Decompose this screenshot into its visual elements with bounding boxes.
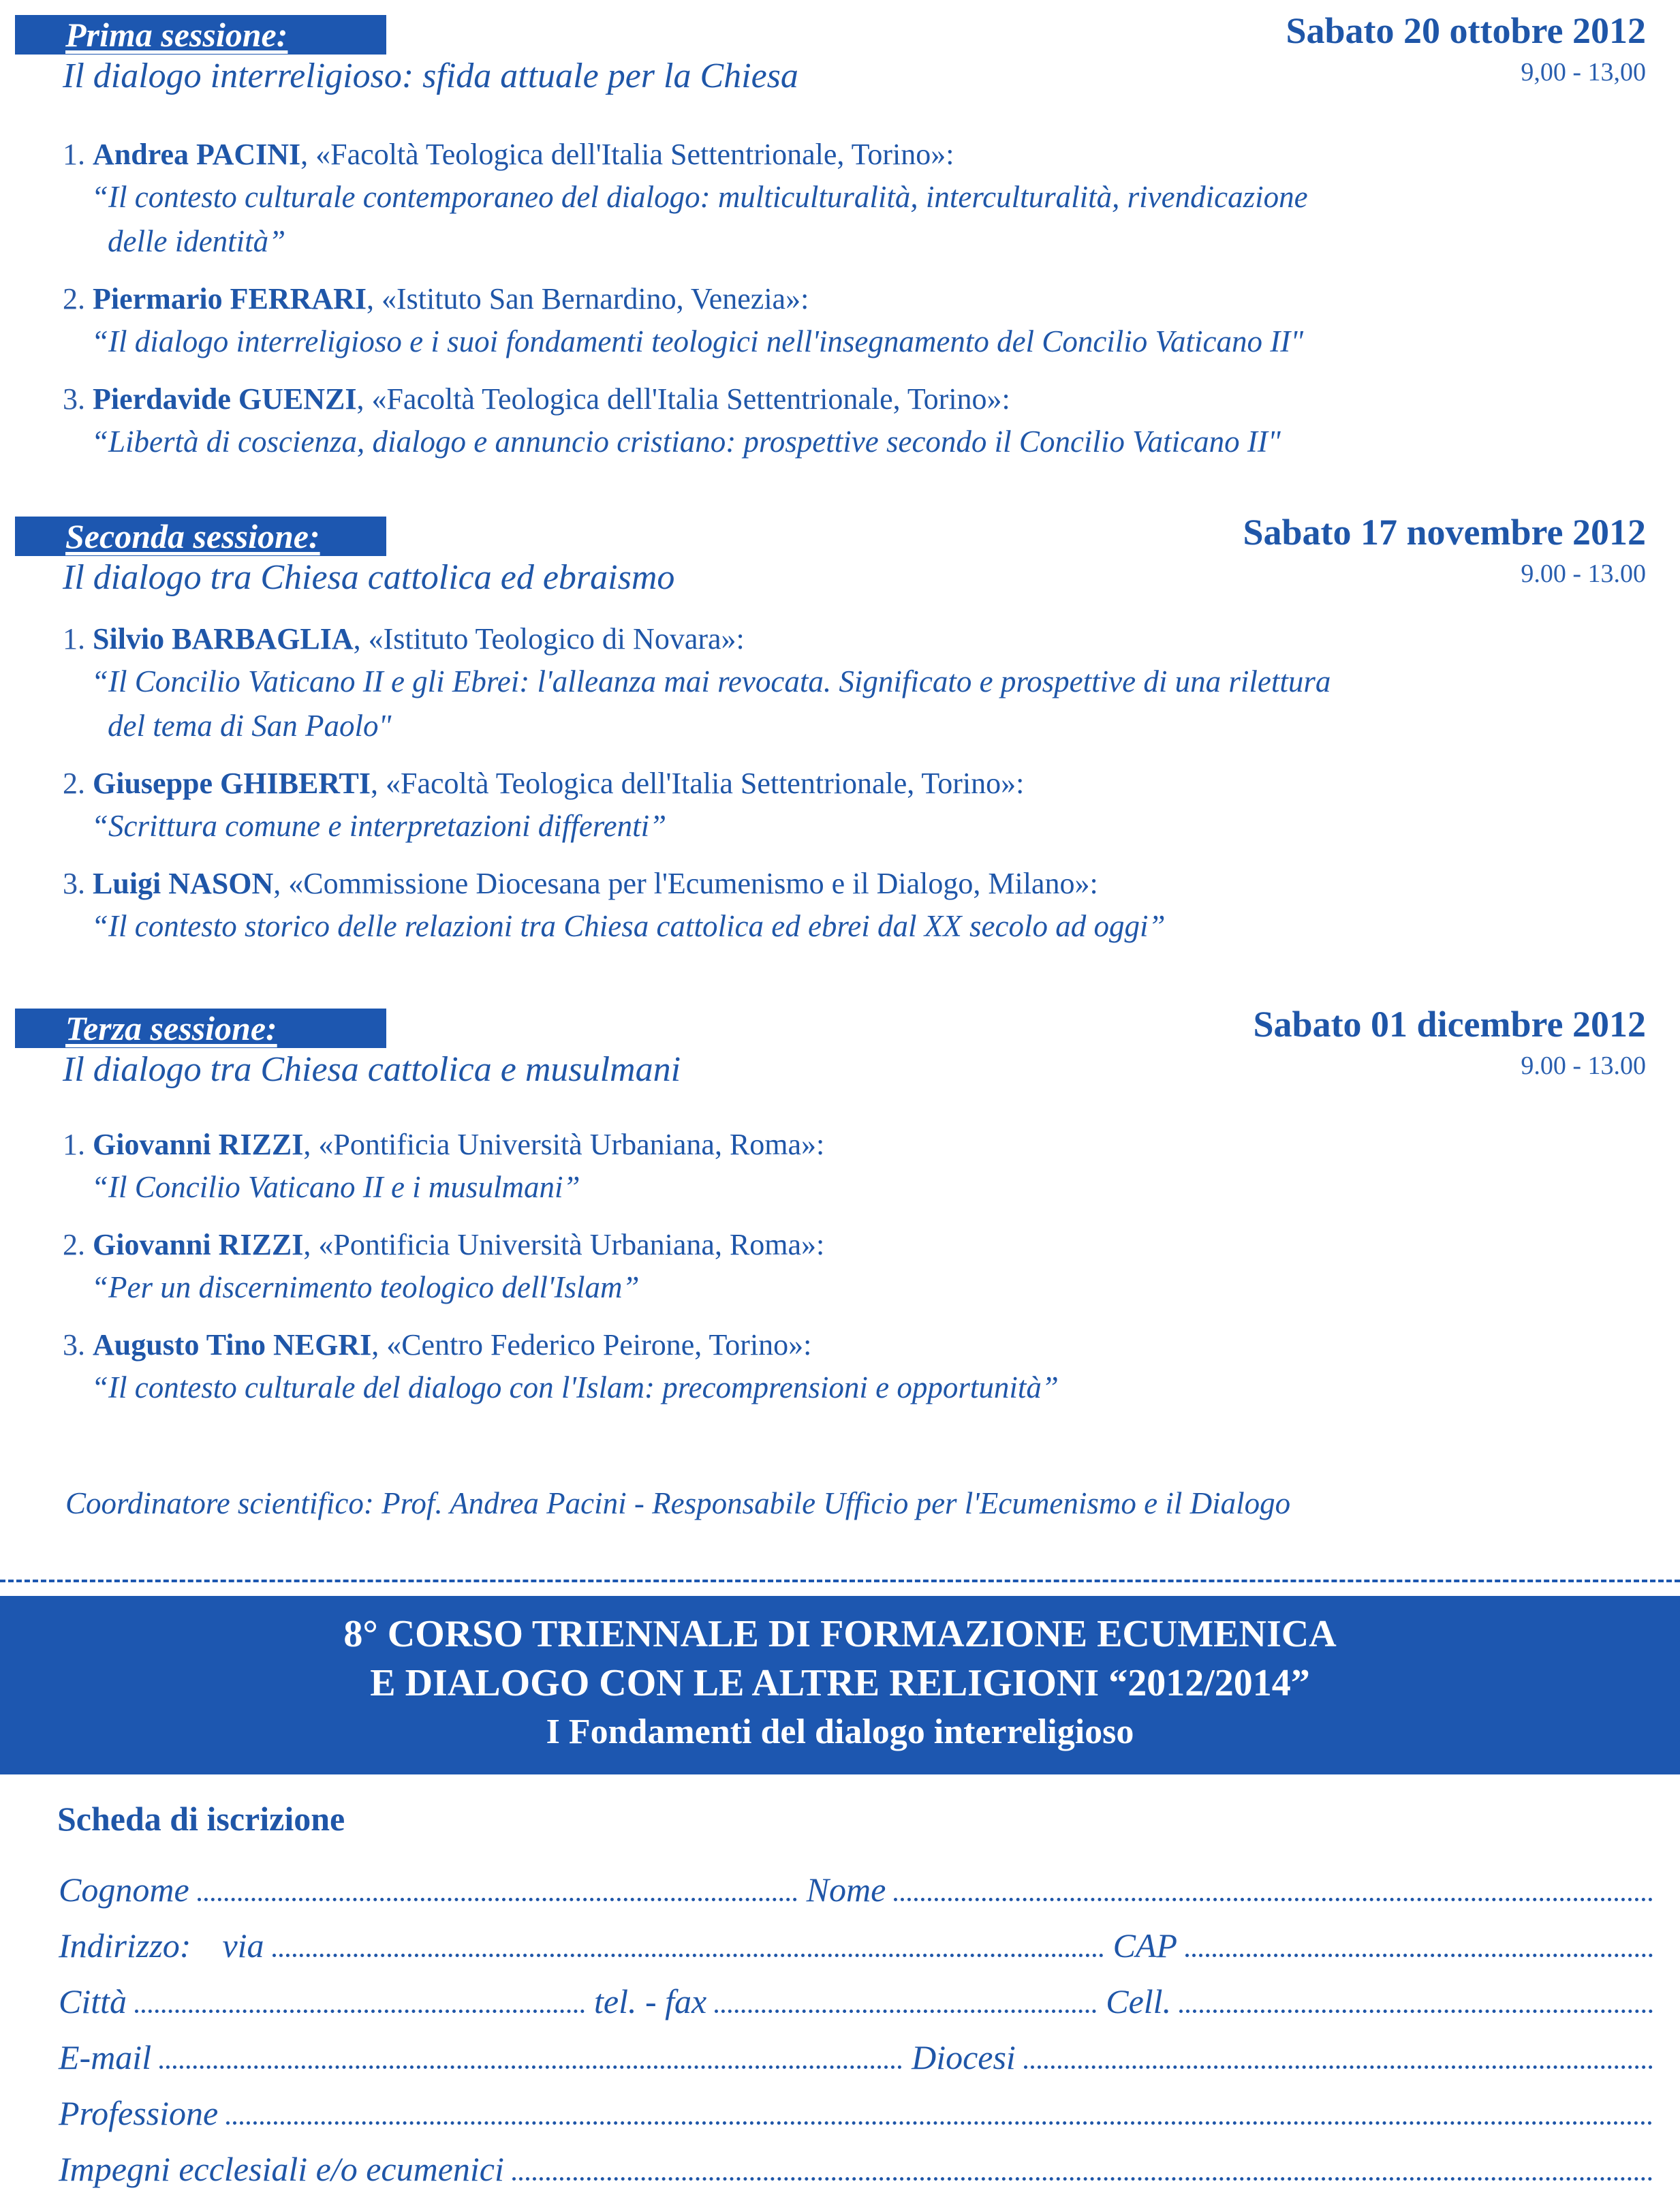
talk-number: 2. xyxy=(63,767,93,800)
banner-line-1: 8° CORSO TRIENNALE DI FORMAZIONE ECUMENICA xyxy=(343,1613,1337,1655)
speaker-line xyxy=(63,279,1680,320)
talk-title-continuation: del tema di San Paolo" xyxy=(108,709,392,743)
nome-label: Nome xyxy=(806,1871,886,1909)
professione-label: Professione xyxy=(59,2094,219,2132)
talk-number: 2. xyxy=(63,282,93,316)
talk-title-text: “Il Concilio Vaticano II e gli Ebrei: l'alleanza mai revocata. Significato e prospettive di una rilettura xyxy=(91,664,1331,698)
talk-title-text: “Il Concilio Vaticano II e i musulmani” xyxy=(91,1170,580,1204)
speaker-affiliation: , «Istituto Teologico di Novara»: xyxy=(353,622,745,656)
talk-title xyxy=(91,1165,1624,1210)
talk-item xyxy=(0,134,1680,264)
talk-title-continuation: delle identità” xyxy=(108,224,286,258)
talk-title-text: “Scrittura comune e interpretazioni differenti” xyxy=(91,809,667,843)
citta-label: Città xyxy=(59,1982,127,2020)
talk-title xyxy=(91,660,1624,748)
talk-list xyxy=(0,619,1680,964)
talk-title-text: “Il dialogo interreligioso e i suoi fondamenti teologici nell'insegnamento del Concilio Vaticano II" xyxy=(91,324,1304,358)
talk-title-text: “Il contesto storico delle relazioni tra Chiesa cattolica ed ebrei dal XX secolo ad oggi” xyxy=(91,909,1166,943)
speaker-affiliation: , «Commissione Diocesana per l'Ecumenismo e il Dialogo, Milano»: xyxy=(273,867,1098,900)
scientific-coordinator: Coordinatore scientifico: Prof. Andrea Pacini - Responsabile Ufficio per l'Ecumenismo e il Dialogo xyxy=(65,1486,1291,1520)
talk-title xyxy=(91,1265,1624,1310)
speaker-affiliation: , «Istituto San Bernardino, Venezia»: xyxy=(367,282,809,316)
talk-item xyxy=(0,1124,1680,1210)
cap-label: CAP xyxy=(1113,1926,1177,1965)
talk-title-text: “Il contesto culturale del dialogo con l'Islam: precomprensioni e opportunità” xyxy=(91,1370,1059,1404)
form-row-name xyxy=(59,1854,1653,1909)
speaker-affiliation: , «Pontificia Università Urbaniana, Roma»: xyxy=(303,1128,825,1161)
speaker-name: Giuseppe GHIBERTI xyxy=(93,767,371,800)
indirizzo-label: Indirizzo: xyxy=(59,1926,191,1965)
talk-number: 3. xyxy=(63,867,93,900)
professione-field[interactable] xyxy=(226,2121,1653,2125)
form-row-profession xyxy=(59,2077,1653,2133)
impegni-label: Impegni ecclesiali e/o ecumenici xyxy=(59,2150,504,2188)
form-row-city xyxy=(59,1965,1653,2021)
session-label: Terza sessione: xyxy=(15,1009,386,1048)
via-field[interactable] xyxy=(273,1954,1104,1957)
form-row-commitments xyxy=(59,2133,1653,2189)
speaker-name: Augusto Tino NEGRI xyxy=(93,1328,372,1362)
speaker-affiliation: , «Facoltà Teologica dell'Italia Settentrionale, Torino»: xyxy=(300,138,954,171)
talk-item xyxy=(0,863,1680,949)
cap-field[interactable] xyxy=(1185,1954,1653,1957)
session-time: 9.00 - 13.00 xyxy=(1521,559,1646,588)
talk-number: 1. xyxy=(63,622,93,656)
telfax-label: tel. - fax xyxy=(594,1982,707,2020)
speaker-affiliation: , «Pontificia Università Urbaniana, Roma»: xyxy=(303,1228,825,1261)
talk-number: 1. xyxy=(63,1128,93,1161)
form-row-email xyxy=(59,2021,1653,2077)
talk-number: 2. xyxy=(63,1228,93,1261)
speaker-line xyxy=(63,619,1680,660)
talk-title xyxy=(91,1366,1624,1410)
talk-item xyxy=(0,1225,1680,1310)
speaker-line xyxy=(63,863,1680,904)
talk-item xyxy=(0,279,1680,364)
diocesi-label: Diocesi xyxy=(912,2038,1016,2076)
session-label: Seconda sessione: xyxy=(15,517,386,556)
registration-form-title: Scheda di iscrizione xyxy=(57,1800,345,1838)
form-row-address xyxy=(59,1909,1653,1965)
talk-title xyxy=(91,320,1624,364)
talk-number: 1. xyxy=(63,138,93,171)
speaker-line xyxy=(63,1124,1680,1165)
talk-number: 3. xyxy=(63,382,93,416)
email-label: E-mail xyxy=(59,2038,152,2076)
talk-title xyxy=(91,804,1624,848)
talk-title xyxy=(91,904,1624,949)
session-subtitle: Il dialogo tra Chiesa cattolica e musulmani xyxy=(63,1050,681,1089)
session-date: Sabato 20 ottobre 2012 xyxy=(1286,10,1646,51)
session-subtitle: Il dialogo interreligioso: sfida attuale per la Chiesa xyxy=(63,57,798,95)
registration-form xyxy=(59,1854,1653,2189)
speaker-affiliation: , «Centro Federico Peirone, Torino»: xyxy=(371,1328,812,1362)
cognome-label: Cognome xyxy=(59,1871,189,1909)
talk-item xyxy=(0,1325,1680,1410)
course-banner xyxy=(0,1596,1680,1774)
session-subtitle: Il dialogo tra Chiesa cattolica ed ebraismo xyxy=(63,558,675,597)
talk-title-text: “Il contesto culturale contemporaneo del dialogo: multiculturalità, interculturalità, rivendicazione xyxy=(91,180,1308,214)
diocesi-field[interactable] xyxy=(1024,2065,1653,2069)
talk-title xyxy=(91,420,1624,464)
speaker-name: Andrea PACINI xyxy=(93,138,301,171)
session-date: Sabato 17 novembre 2012 xyxy=(1243,512,1646,553)
session-date: Sabato 01 dicembre 2012 xyxy=(1253,1004,1646,1045)
speaker-line xyxy=(63,763,1680,804)
speaker-name: Silvio BARBAGLIA xyxy=(93,622,354,656)
talk-number: 3. xyxy=(63,1328,93,1362)
talk-title-text: “Libertà di coscienza, dialogo e annuncio cristiano: prospettive secondo il Concilio Vaticano II" xyxy=(91,425,1281,459)
talk-title-text: “Per un discernimento teologico dell'Islam” xyxy=(91,1270,640,1304)
citta-field[interactable] xyxy=(135,2010,585,2013)
speaker-line xyxy=(63,1225,1680,1265)
cell-label: Cell. xyxy=(1106,1982,1172,2020)
talk-item xyxy=(0,379,1680,464)
speaker-line xyxy=(63,379,1680,420)
talk-title xyxy=(91,175,1624,264)
speaker-affiliation: , «Facoltà Teologica dell'Italia Settentrionale, Torino»: xyxy=(371,767,1025,800)
banner-line-2: E DIALOGO CON LE ALTRE RELIGIONI “2012/2014” xyxy=(370,1662,1310,1704)
via-label: via xyxy=(222,1926,264,1965)
email-field[interactable] xyxy=(159,2065,902,2069)
speaker-name: Pierdavide GUENZI xyxy=(93,382,357,416)
impegni-field[interactable] xyxy=(512,2177,1653,2181)
cell-field[interactable] xyxy=(1179,2010,1653,2013)
nome-field[interactable] xyxy=(894,1898,1653,1901)
cut-line-divider xyxy=(0,1580,1680,1582)
speaker-affiliation: , «Facoltà Teologica dell'Italia Settentrionale, Torino»: xyxy=(356,382,1010,416)
cognome-field[interactable] xyxy=(198,1898,797,1901)
banner-line-3: I Fondamenti del dialogo interreligioso xyxy=(546,1712,1134,1751)
speaker-name: Luigi NASON xyxy=(93,867,274,900)
talk-item xyxy=(0,763,1680,848)
speaker-line xyxy=(63,1325,1680,1366)
speaker-name: Piermario FERRARI xyxy=(93,282,367,316)
telfax-field[interactable] xyxy=(715,2010,1096,2013)
talk-list xyxy=(0,134,1680,479)
talk-list xyxy=(0,1124,1680,1425)
session-time: 9.00 - 13.00 xyxy=(1521,1051,1646,1080)
speaker-name: Giovanni RIZZI xyxy=(93,1128,304,1161)
talk-item xyxy=(0,619,1680,748)
session-time: 9,00 - 13,00 xyxy=(1521,58,1646,87)
speaker-line xyxy=(63,134,1680,175)
session-label: Prima sessione: xyxy=(15,15,386,55)
speaker-name: Giovanni RIZZI xyxy=(93,1228,304,1261)
